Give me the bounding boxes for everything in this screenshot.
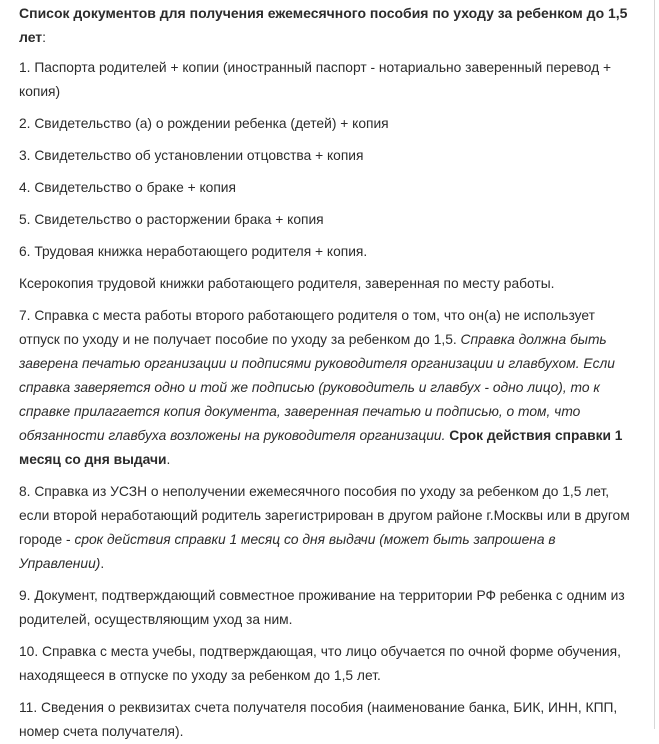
list-item-end: . — [166, 452, 171, 467]
list-item-text: 7. Справка с места работы второго работающего родителя о том, что он(а) не использует отпуск по уходу и не получает пособие по уходу за ребенком до 1,5. — [19, 308, 595, 347]
list-item-text: 11. Сведения о реквизитах счета получателя пособия (наименование банка, БИК, ИНН, КПП, номер счета получателя). — [19, 700, 618, 739]
list-item-6 — [19, 240, 636, 264]
list-item-8 — [19, 480, 636, 576]
list-item-6-note — [19, 272, 636, 296]
list-item-text: 3. Свидетельство об установлении отцовства + копия — [19, 148, 364, 163]
list-item-text: 9. Документ, подтверждающий совместное проживание на территории РФ ребенка с одним из родителей, осуществляющим уход за ним. — [19, 588, 625, 627]
list-item-italic-note: Справка должна быть заверена печатью организации и подписями руководителя организации и главбухом. Если справка заверяется одно и той же подписью (руководитель и главбух - одно лицо), то к справке прилагается копия документа, заверенная печатью и подписью, о том, что обязанности главбуха возложены на руководителя организации. — [19, 332, 615, 443]
document-title — [19, 1, 636, 49]
list-item-text: 10. Справка с места учебы, подтверждающая, что лицо обучается по очной форме обучения, находящееся в отпуске по уходу за ребенком до 1,5 лет. — [19, 644, 621, 683]
list-item-text: 6. Трудовая книжка неработающего родителя + копия. — [19, 244, 368, 259]
list-item-9 — [19, 584, 636, 632]
list-item-10 — [19, 640, 636, 688]
list-item-text: 5. Свидетельство о расторжении брака + копия — [19, 212, 324, 227]
list-item-text: 8. Справка из УСЗН о неполучении ежемесячного пособия по уходу за ребенком до 1,5 лет, если второй неработающий родитель зарегистрирован в другом районе г.Москвы или в другом городе - — [19, 484, 630, 547]
title-colon: : — [42, 29, 47, 45]
list-item-4 — [19, 176, 636, 200]
list-item-text: 4. Свидетельство о браке + копия — [19, 180, 236, 195]
list-item-7 — [19, 304, 636, 472]
list-item-11 — [19, 696, 636, 744]
list-item-3 — [19, 144, 636, 168]
list-item-5 — [19, 208, 636, 232]
list-item-2 — [19, 112, 636, 136]
title-text: Список документов для получения ежемесячного пособия по уходу за ребенком до 1,5 лет — [19, 5, 628, 45]
list-item-text: 1. Паспорта родителей + копии (иностранный паспорт - нотариально заверенный перевод + копия) — [19, 60, 612, 99]
list-item-text: 2. Свидетельство (а) о рождении ребенка (детей) + копия — [19, 116, 389, 131]
list-item-bold-note: Срок действия справки 1 месяц со дня выдачи — [19, 428, 623, 467]
list-item-end: . — [100, 556, 105, 571]
list-item-italic-note: срок действия справки 1 месяц со дня выдачи (может быть запрошена в Управлении) — [19, 532, 556, 571]
list-item-text: Ксерокопия трудовой книжки работающего родителя, заверенная по месту работы. — [19, 276, 555, 291]
list-item-1 — [19, 56, 636, 104]
